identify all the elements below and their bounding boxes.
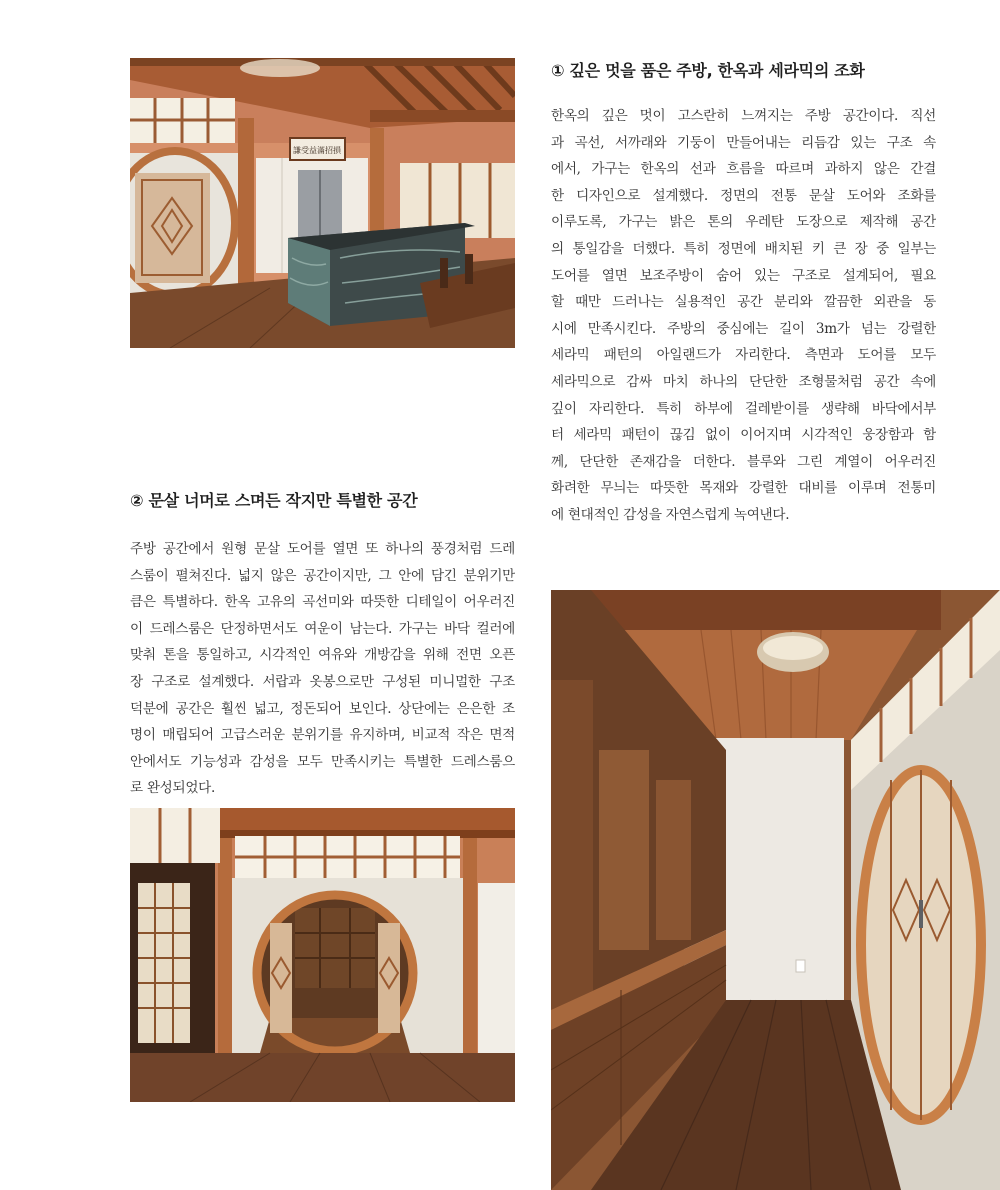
text-line: 주방 공간에서 원형 문살 도어를 열면 또 하나의 풍경처럼 드레 <box>130 541 515 557</box>
text-line: 할 때만 드러나는 실용적인 공간 분리와 깔끔한 외관을 동 <box>551 294 936 311</box>
text-line: 시에 만족시킨다. 주방의 중심에는 길이 3m가 넘는 강렬한 <box>551 320 936 337</box>
text-line: 께, 단단한 존재감을 더한다. 블루와 그린 계열이 어우러진 <box>551 453 936 470</box>
text-line: 깊이 자리한다. 특히 하부에 걸레받이를 생략해 바닥에서부 <box>551 400 936 417</box>
text-line: 도어를 열면 보조주방이 숨어 있는 구조로 설계되어, 필요 <box>551 267 936 284</box>
text-line: 의 통일감을 더했다. 특히 정면에 배치된 키 큰 장 중 일부는 <box>551 240 936 257</box>
text-line: 세라믹 패턴의 아일랜드가 자리한다. 측면과 도어를 모두 <box>551 347 936 364</box>
text-line: 로 완성되었다. <box>130 780 216 797</box>
section2-body <box>130 536 515 802</box>
text-line: 맞춰 톤을 통일하고, 시각적인 여유와 개방감을 위해 전면 오픈 <box>130 647 515 664</box>
text-line: 에서, 가구는 한옥의 선과 흐름을 따르며 과하지 않은 간결 <box>551 161 936 178</box>
text-line: 큼은 특별하다. 한옥 고유의 곡선미와 따뜻한 디테일이 어우러진 <box>130 594 515 611</box>
section1-body <box>551 103 936 529</box>
kitchen-photo <box>130 58 515 348</box>
text-line: 스룸이 펼쳐진다. 넓지 않은 공간이지만, 그 안에 담긴 분위기만 <box>130 567 515 584</box>
text-line: 덕분에 공간은 훨씬 넓고, 정돈되어 보인다. 상단에는 은은한 조 <box>130 700 515 717</box>
text-line: 터 세라믹 패턴이 끊김 없이 이어지며 시각적인 웅장함과 함 <box>551 427 936 444</box>
text-line: 한 디자인으로 설계했다. 정면의 전통 문살 도어와 조화를 <box>551 187 936 204</box>
text-line: 이 드레스룸은 단정하면서도 여운이 남는다. 가구는 바닥 컬러에 <box>130 620 515 637</box>
round-door-photo <box>130 808 515 1102</box>
text-line: 명이 매립되어 고급스러운 분위기를 유지하며, 비교적 작은 면적 <box>130 727 515 744</box>
text-line: 에 현대적인 감성을 자연스럽게 녹여낸다. <box>551 506 790 523</box>
text-line: 한옥의 깊은 멋이 고스란히 느껴지는 주방 공간이다. 직선 <box>551 108 936 124</box>
section1-heading: ① 깊은 멋을 품은 주방, 한옥과 세라믹의 조화 <box>551 61 865 80</box>
text-line: 과 곡선, 서까래와 기둥이 만들어내는 리듬감 있는 구조 속 <box>551 134 936 151</box>
text-line: 안에서도 기능성과 감성을 모두 만족시키는 특별한 드레스룸으 <box>130 753 515 770</box>
calligraphy-text: 謙受益滿招損 <box>293 146 341 155</box>
text-line: 화려한 무늬는 따뜻한 목재와 강렬한 대비를 이루며 전통미 <box>551 480 936 497</box>
section2-heading: ② 문살 너머로 스며든 작지만 특별한 공간 <box>130 491 418 510</box>
text-line: 이루도록, 가구는 밝은 톤의 우레탄 도장으로 제작해 공간 <box>551 214 936 231</box>
text-line: 장 구조로 설계했다. 서랍과 옷봉으로만 구성된 미니멀한 구조 <box>130 673 515 690</box>
dressing-room-photo <box>551 590 1000 1190</box>
text-line: 세라믹으로 감싸 마치 하나의 단단한 조형물처럼 공간 속에 <box>551 373 936 390</box>
